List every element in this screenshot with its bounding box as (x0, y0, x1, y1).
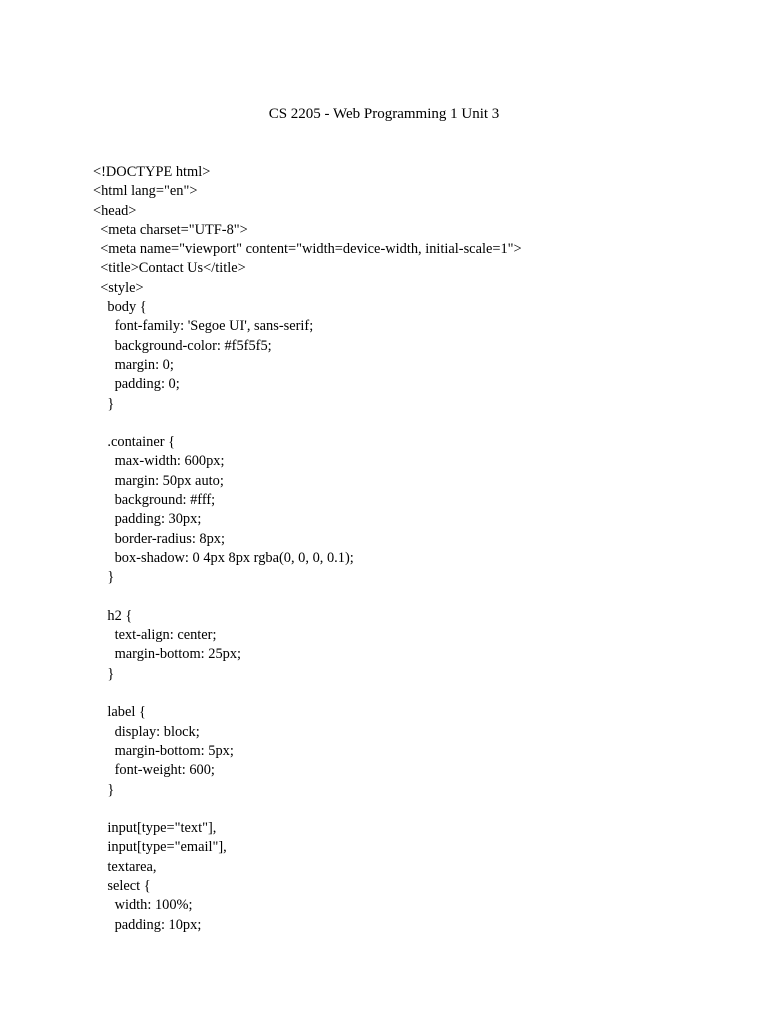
code-line: } (93, 569, 115, 586)
code-line: <meta charset="UTF-8"> (93, 221, 248, 238)
code-line: text-align: center; (93, 627, 217, 644)
code-line: <meta name="viewport" content="width=device-width, initial-scale=1"> (93, 241, 522, 258)
code-line: margin-bottom: 25px; (93, 646, 242, 663)
code-line (93, 684, 733, 703)
code-line: input[type="email"], (93, 839, 227, 856)
code-line: padding: 0; (93, 376, 180, 393)
code-line: width: 100%; (93, 897, 193, 914)
code-line: border-radius: 8px; (93, 530, 225, 547)
code-line: input[type="text"], (93, 820, 217, 837)
code-line: <head> (93, 202, 137, 219)
code-line: h2 { (93, 607, 133, 624)
code-line: body { (93, 299, 147, 316)
code-line: padding: 10px; (93, 916, 202, 933)
code-line: padding: 30px; (93, 511, 202, 528)
code-line: margin: 0; (93, 356, 174, 373)
code-line: margin-bottom: 5px; (93, 742, 234, 759)
code-line: } (93, 665, 115, 682)
code-line: } (93, 395, 115, 412)
code-line: <title>Contact Us</title> (93, 260, 246, 277)
code-line: display: block; (93, 723, 200, 740)
document-title: CS 2205 - Web Programming 1 Unit 3 (268, 106, 500, 122)
code-listing (93, 163, 733, 935)
code-line: <html lang="en"> (93, 183, 198, 200)
code-line: background: #fff; (93, 492, 216, 509)
code-line (93, 414, 733, 433)
code-line: .container { (93, 434, 176, 451)
code-line: font-family: 'Segoe UI', sans-serif; (93, 318, 314, 335)
code-line: max-width: 600px; (93, 453, 225, 470)
code-line: margin: 50px auto; (93, 472, 224, 489)
code-line (93, 800, 733, 819)
code-line: select { (93, 877, 151, 894)
code-line: <style> (93, 279, 144, 296)
code-line: <!DOCTYPE html> (93, 164, 211, 180)
code-line: } (93, 781, 115, 798)
code-line: textarea, (93, 858, 157, 875)
code-line: background-color: #f5f5f5; (93, 337, 272, 354)
code-line (93, 588, 733, 607)
code-line: label { (93, 704, 146, 721)
code-line: font-weight: 600; (93, 762, 215, 779)
code-line: box-shadow: 0 4px 8px rgba(0, 0, 0, 0.1); (93, 549, 354, 566)
